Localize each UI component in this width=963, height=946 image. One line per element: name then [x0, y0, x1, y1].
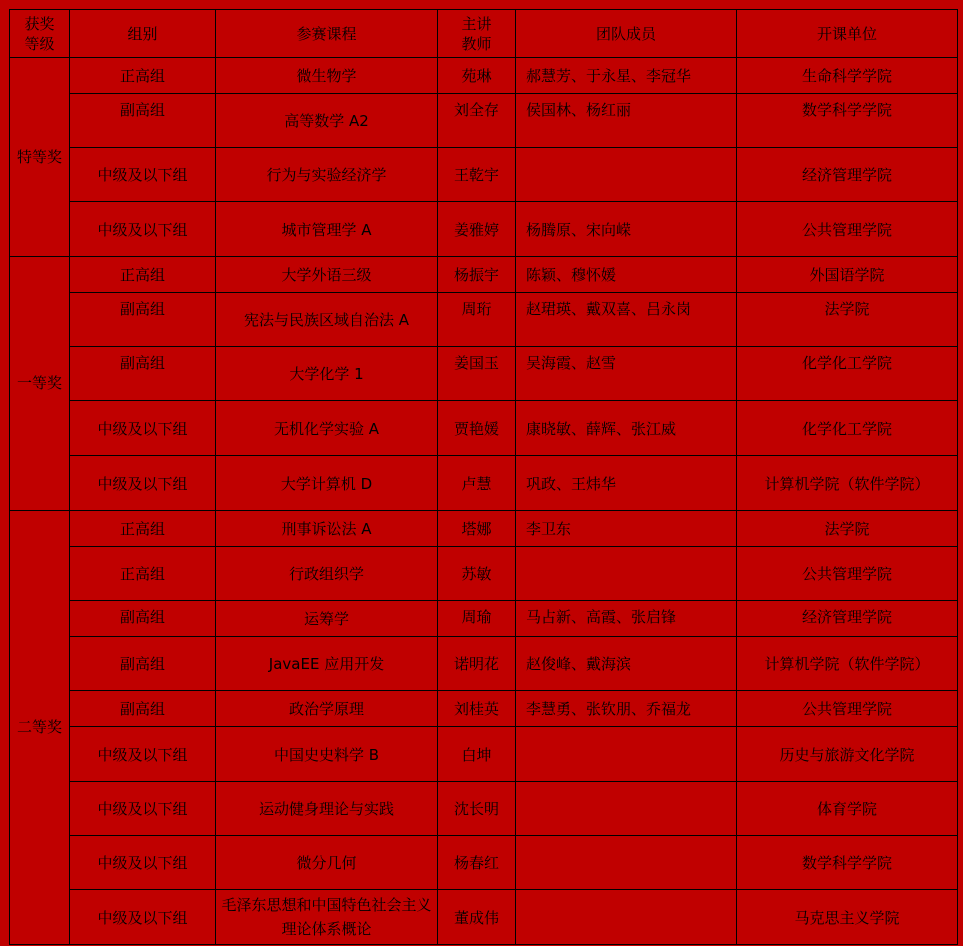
teacher-cell: 白坤 — [438, 727, 516, 782]
group-cell: 正高组 — [70, 511, 216, 547]
header-group: 组别 — [70, 10, 216, 58]
course-cell: 微生物学 — [216, 58, 438, 94]
team-cell: 李慧勇、张钦朋、乔福龙 — [516, 691, 737, 727]
group-cell: 正高组 — [70, 257, 216, 293]
group-cell: 正高组 — [70, 547, 216, 601]
course-cell: 毛泽东思想和中国特色社会主义理论体系概论 — [216, 890, 438, 945]
unit-cell: 计算机学院（软件学院） — [737, 456, 958, 511]
table-row — [10, 347, 958, 401]
header-teacher: 主讲 教师 — [438, 10, 516, 58]
course-cell: 宪法与民族区域自治法 A — [216, 293, 438, 347]
unit-cell: 外国语学院 — [737, 257, 958, 293]
course-cell: 城市管理学 A — [216, 202, 438, 257]
group-cell: 中级及以下组 — [70, 401, 216, 456]
group-cell: 正高组 — [70, 58, 216, 94]
team-cell — [516, 782, 737, 836]
group-cell: 中级及以下组 — [70, 727, 216, 782]
table-row — [10, 547, 958, 601]
table-row — [10, 401, 958, 456]
group-cell: 中级及以下组 — [70, 836, 216, 890]
unit-cell: 经济管理学院 — [737, 148, 958, 202]
group-cell: 副高组 — [70, 637, 216, 691]
group-cell: 中级及以下组 — [70, 456, 216, 511]
unit-cell: 法学院 — [737, 511, 958, 547]
table-row — [10, 293, 958, 347]
table-row — [10, 58, 958, 94]
unit-cell: 计算机学院（软件学院） — [737, 637, 958, 691]
header-team: 团队成员 — [516, 10, 737, 58]
team-cell: 李卫东 — [516, 511, 737, 547]
course-cell: 大学外语三级 — [216, 257, 438, 293]
course-cell: 高等数学 A2 — [216, 94, 438, 148]
award-grade: 特等奖 — [10, 58, 70, 257]
unit-cell: 经济管理学院 — [737, 601, 958, 637]
team-cell — [516, 836, 737, 890]
teacher-cell: 姜国玉 — [438, 347, 516, 401]
team-cell: 侯国林、杨红丽 — [516, 94, 737, 148]
teacher-cell: 杨春红 — [438, 836, 516, 890]
team-cell — [516, 727, 737, 782]
teacher-cell: 贾艳媛 — [438, 401, 516, 456]
teacher-cell: 苑琳 — [438, 58, 516, 94]
table-row — [10, 257, 958, 293]
group-cell: 副高组 — [70, 691, 216, 727]
teacher-cell: 王乾宇 — [438, 148, 516, 202]
team-cell: 赵俊峰、戴海滨 — [516, 637, 737, 691]
unit-cell: 数学科学学院 — [737, 94, 958, 148]
unit-cell: 数学科学学院 — [737, 836, 958, 890]
team-cell: 马占新、高霞、张启锋 — [516, 601, 737, 637]
course-cell: 行政组织学 — [216, 547, 438, 601]
team-cell: 郝慧芳、于永星、李冠华 — [516, 58, 737, 94]
table-row — [10, 456, 958, 511]
teacher-cell: 刘全存 — [438, 94, 516, 148]
award-grade: 二等奖 — [10, 511, 70, 945]
table-row — [10, 836, 958, 890]
award-grade: 一等奖 — [10, 257, 70, 511]
unit-cell: 化学化工学院 — [737, 347, 958, 401]
teacher-cell: 杨振宇 — [438, 257, 516, 293]
group-cell: 副高组 — [70, 601, 216, 637]
unit-cell: 法学院 — [737, 293, 958, 347]
teacher-cell: 沈长明 — [438, 782, 516, 836]
group-cell: 副高组 — [70, 347, 216, 401]
teacher-cell: 周瑜 — [438, 601, 516, 637]
unit-cell: 历史与旅游文化学院 — [737, 727, 958, 782]
unit-cell: 公共管理学院 — [737, 691, 958, 727]
group-cell: 中级及以下组 — [70, 782, 216, 836]
awards-table — [9, 9, 958, 945]
teacher-cell: 周珩 — [438, 293, 516, 347]
unit-cell: 化学化工学院 — [737, 401, 958, 456]
unit-cell: 公共管理学院 — [737, 547, 958, 601]
table-row — [10, 691, 958, 727]
course-cell: JavaEE 应用开发 — [216, 637, 438, 691]
team-cell: 康晓敏、薛辉、张江威 — [516, 401, 737, 456]
course-cell: 大学计算机 D — [216, 456, 438, 511]
team-cell: 陈颖、穆怀媛 — [516, 257, 737, 293]
course-cell: 中国史史料学 B — [216, 727, 438, 782]
course-cell: 微分几何 — [216, 836, 438, 890]
group-cell: 中级及以下组 — [70, 202, 216, 257]
team-cell: 赵珺瑛、戴双喜、吕永岗 — [516, 293, 737, 347]
teacher-cell: 塔娜 — [438, 511, 516, 547]
table-row — [10, 202, 958, 257]
teacher-cell: 苏敏 — [438, 547, 516, 601]
course-cell: 行为与实验经济学 — [216, 148, 438, 202]
unit-cell: 公共管理学院 — [737, 202, 958, 257]
table-row — [10, 94, 958, 148]
team-cell: 巩政、王炜华 — [516, 456, 737, 511]
group-cell: 中级及以下组 — [70, 890, 216, 945]
table-body — [10, 58, 958, 945]
teacher-cell: 刘桂英 — [438, 691, 516, 727]
table-row — [10, 782, 958, 836]
group-cell: 中级及以下组 — [70, 148, 216, 202]
header-unit: 开课单位 — [737, 10, 958, 58]
table-row — [10, 601, 958, 637]
header-course: 参赛课程 — [216, 10, 438, 58]
course-cell: 刑事诉讼法 A — [216, 511, 438, 547]
team-cell — [516, 547, 737, 601]
team-cell: 杨腾原、宋向嵘 — [516, 202, 737, 257]
team-cell — [516, 148, 737, 202]
group-cell: 副高组 — [70, 94, 216, 148]
teacher-cell: 诺明花 — [438, 637, 516, 691]
teacher-cell: 卢慧 — [438, 456, 516, 511]
unit-cell: 马克思主义学院 — [737, 890, 958, 945]
course-cell: 无机化学实验 A — [216, 401, 438, 456]
course-cell: 大学化学 1 — [216, 347, 438, 401]
team-cell — [516, 890, 737, 945]
table-row — [10, 637, 958, 691]
table-row — [10, 727, 958, 782]
table-row — [10, 890, 958, 945]
teacher-cell: 董成伟 — [438, 890, 516, 945]
unit-cell: 体育学院 — [737, 782, 958, 836]
team-cell: 吴海霞、赵雪 — [516, 347, 737, 401]
teacher-cell: 姜雅婷 — [438, 202, 516, 257]
unit-cell: 生命科学学院 — [737, 58, 958, 94]
course-cell: 政治学原理 — [216, 691, 438, 727]
course-cell: 运动健身理论与实践 — [216, 782, 438, 836]
table-row — [10, 511, 958, 547]
table-row — [10, 148, 958, 202]
group-cell: 副高组 — [70, 293, 216, 347]
course-cell: 运筹学 — [216, 601, 438, 637]
table-header — [10, 10, 958, 58]
header-grade: 获奖 等级 — [10, 10, 70, 58]
